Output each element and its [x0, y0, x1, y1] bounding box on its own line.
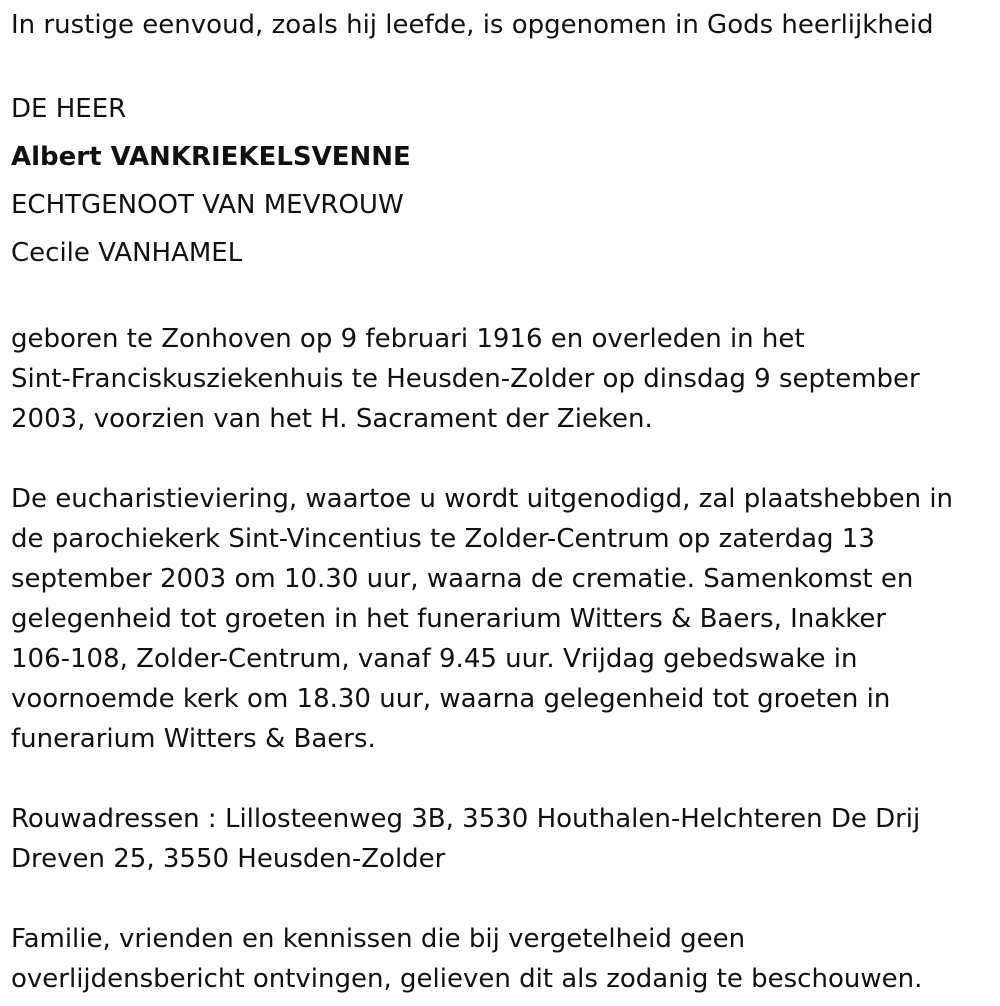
service-paragraph: [11, 479, 986, 759]
paragraph-line: funerarium Witters & Baers.: [11, 724, 376, 754]
paragraph-line: De eucharistieviering, waartoe u wordt uitgenodigd, zal plaatshebben in: [11, 484, 954, 514]
name-block: [11, 85, 986, 277]
closing-paragraph: [11, 919, 986, 999]
paragraph-line: geboren te Zonhoven op 9 februari 1916 en overleden in het: [11, 324, 805, 354]
addresses-paragraph: [11, 799, 986, 879]
paragraph-line: voornoemde kerk om 18.30 uur, waarna gelegenheid tot groeten in: [11, 684, 891, 714]
spouse-name: Cecile VANHAMEL: [11, 238, 243, 268]
deceased-name: Albert VANKRIEKELSVENNE: [11, 142, 411, 172]
paragraph-line: de parochiekerk Sint-Vincentius te Zolder-Centrum op zaterdag 13: [11, 524, 875, 554]
relation-text: ECHTGENOOT VAN MEVROUW: [11, 190, 404, 220]
intro-line: In rustige eenvoud, zoals hij leefde, is opgenomen in Gods heerlijkheid: [11, 10, 934, 40]
paragraph-line: 2003, voorzien van het H. Sacrament der Zieken.: [11, 404, 653, 434]
paragraph-line: Sint-Franciskusziekenhuis te Heusden-Zolder op dinsdag 9 september: [11, 364, 920, 394]
paragraph-line: overlijdensbericht ontvingen, gelieven dit als zodanig te beschouwen.: [11, 964, 923, 994]
title-prefix: DE HEER: [11, 94, 127, 124]
paragraph-line: september 2003 om 10.30 uur, waarna de crematie. Samenkomst en: [11, 564, 914, 594]
paragraph-line: Dreven 25, 3550 Heusden-Zolder: [11, 844, 446, 874]
paragraph-line: Rouwadressen : Lillosteenweg 3B, 3530 Houthalen-Helchteren De Drij: [11, 804, 921, 834]
paragraph-line: gelegenheid tot groeten in het funerarium Witters & Baers, Inakker: [11, 604, 887, 634]
birth-death-paragraph: [11, 319, 986, 439]
paragraph-line: Familie, vrienden en kennissen die bij vergetelheid geen: [11, 924, 746, 954]
intro-text: [11, 5, 986, 45]
paragraph-line: 106-108, Zolder-Centrum, vanaf 9.45 uur. Vrijdag gebedswake in: [11, 644, 858, 674]
obituary-notice: [11, 5, 986, 999]
